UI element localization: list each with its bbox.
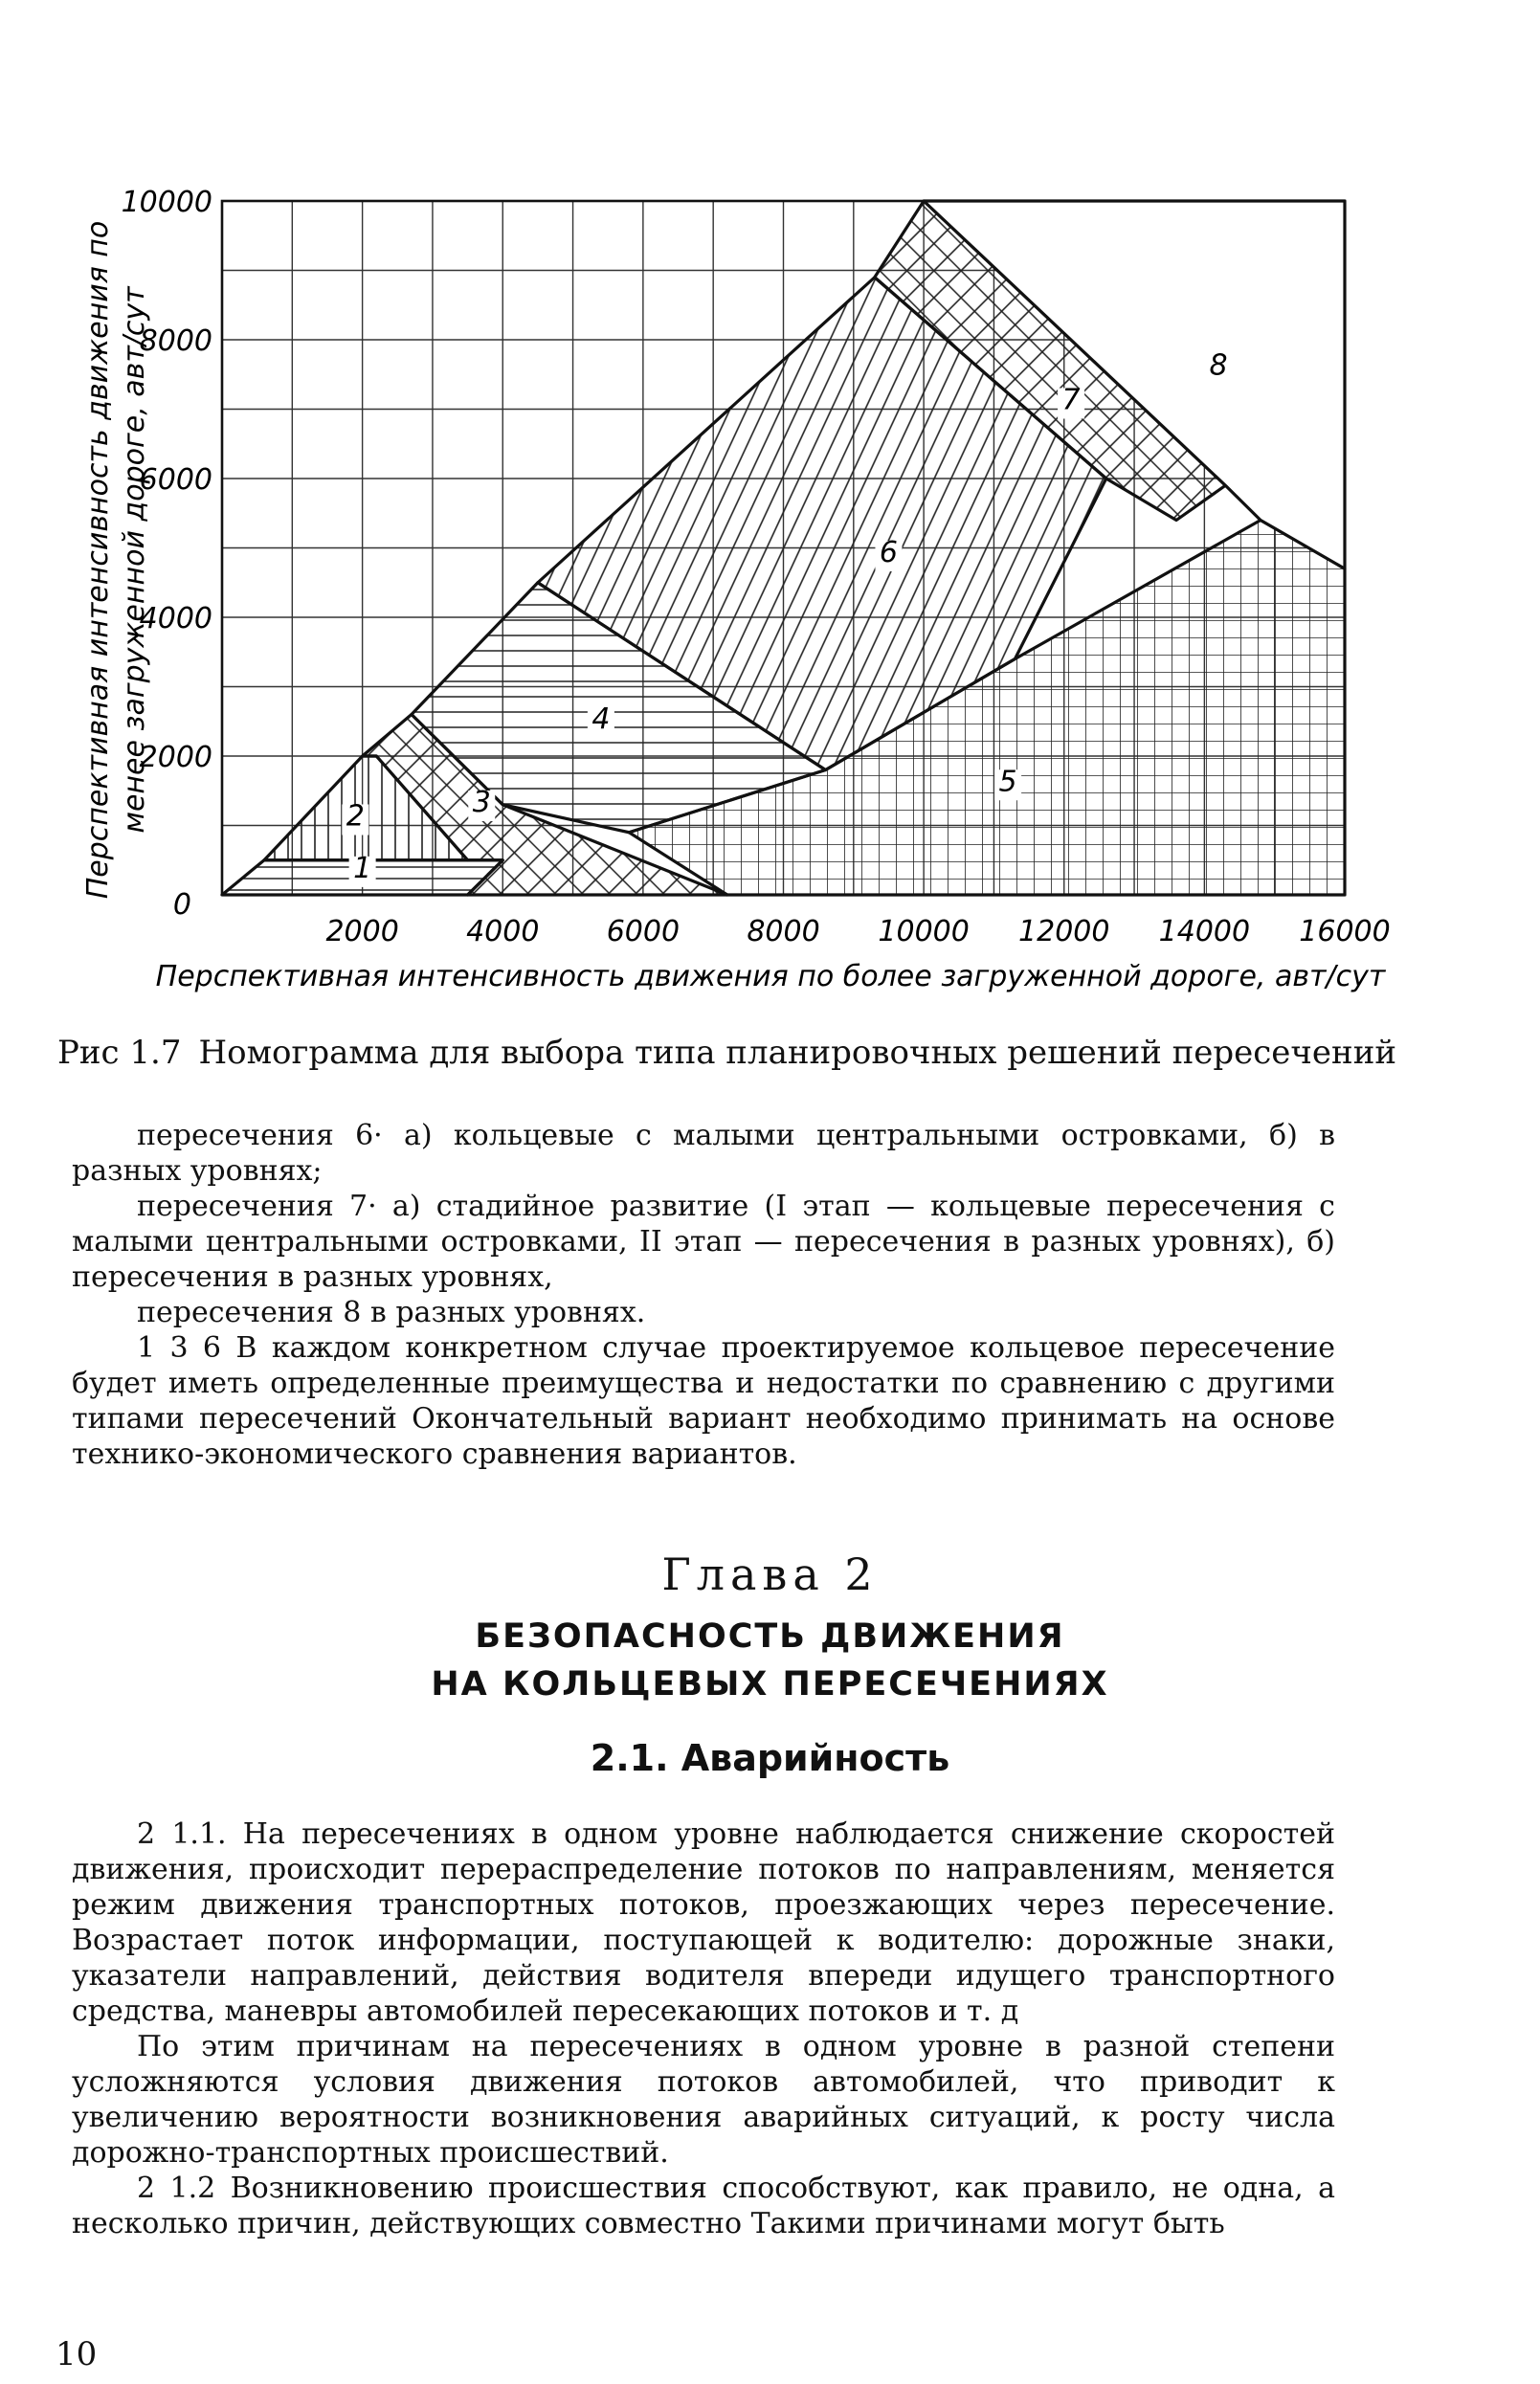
y-axis-title-line2: менее загруженной дороге, авт/сут	[118, 286, 151, 834]
chapter-title-line1: БЕЗОПАСНОСТЬ ДВИЖЕНИЯ	[475, 1617, 1065, 1656]
y-tick-label: 8000	[139, 324, 212, 358]
figure-caption	[57, 1034, 1397, 1072]
x-tick-label: 12000	[1018, 915, 1110, 948]
zone-5-label: 5	[998, 765, 1017, 799]
zone-3-label: 3	[472, 786, 491, 819]
zone-6-label: 6	[879, 536, 899, 569]
caption-text: Номограмма для выбора типа планировочных решений пересечений	[198, 1034, 1397, 1072]
x-tick-label: 14000	[1158, 915, 1251, 948]
paragraph: По этим причинам на пересечениях в одном уровне в разной степени усложняются условия движения потоков автомобилей, что приводит к увеличению вероятности возникновения аварийных ситуаций, к росту числа дорожно-транспортных происшествий.	[72, 2030, 1335, 2170]
zone-8-label: 8	[1209, 348, 1228, 383]
paragraph: пересечения 6· а) кольцевые с малыми центральными островками, б) в разных уровнях;	[72, 1119, 1335, 1188]
y-tick-label: 4000	[139, 602, 212, 635]
section-title: 2.1. Аварийность	[590, 1737, 950, 1779]
y-tick-label: 2000	[139, 741, 212, 774]
x-tick-label: 4000	[466, 915, 540, 948]
zone-4-label: 4	[591, 702, 611, 736]
paragraph: 1 3 6 В каждом конкретном случае проектируемое кольцевое пересечение будет иметь определенные преимущества и недостатки по сравнению с другими типами пересечений Окончательный вариант необходимо принимать на основе технико-экономического сравнения вариантов.	[72, 1331, 1335, 1471]
text-block-top	[72, 1118, 1335, 1472]
chapter-title	[0, 1613, 1540, 1708]
x-tick-label: 16000	[1299, 915, 1391, 948]
y-tick-label: 10000	[121, 186, 212, 219]
paragraph: пересечения 8 в разных уровнях.	[137, 1296, 646, 1329]
y-axis-title-line1: Перспективная интенсивность движения по	[81, 220, 115, 900]
chapter-title-line2: НА КОЛЬЦЕВЫХ ПЕРЕСЕЧЕНИЯХ	[431, 1665, 1109, 1704]
zone-2-label: 2	[346, 799, 365, 834]
x-tick-label: 6000	[606, 915, 681, 948]
paragraph: 2 1.2 Возникновению происшествия способствуют, как правило, не одна, а несколько причин, действующих совместно Такими причинами могут быть	[72, 2172, 1335, 2240]
caption-number: Рис 1.7	[57, 1034, 182, 1072]
x-tick-label: 8000	[747, 915, 820, 948]
zone-1-label: 1	[353, 851, 372, 885]
x-axis-title: Перспективная интенсивность движения по более загруженной дороге, авт/сут	[155, 960, 1386, 993]
paragraph: пересечения 7· а) стадийное развитие (I этап — кольцевые пересечения с малыми центральными островками, II этап — пересечения в разных уровнях), б) пересечения в разных уровнях,	[72, 1190, 1335, 1294]
x-tick-label: 2000	[325, 915, 399, 948]
nomogram-figure	[0, 0, 1540, 1024]
paragraph: 2 1.1. На пересечениях в одном уровне наблюдается снижение скоростей движения, происходит перераспределение потоков по направлениям, меняется режим движения транспортных потоков, проезжающих через пересечение. Возрастает поток информации, поступающей к водителю: дорожные знаки, указатели направлений, действия водителя впереди идущего транспортного средства, маневры автомобилей пересекающих потоков и т. д	[72, 1817, 1335, 2028]
text-block-bottom	[72, 1816, 1335, 2241]
y-tick-label-0: 0	[172, 888, 191, 922]
y-tick-label: 6000	[139, 463, 212, 497]
zone-7-label: 7	[1061, 383, 1081, 417]
page-number: 10	[56, 2335, 98, 2373]
chapter-label: Глава 2	[661, 1548, 879, 1600]
x-tick-label: 10000	[878, 915, 970, 948]
